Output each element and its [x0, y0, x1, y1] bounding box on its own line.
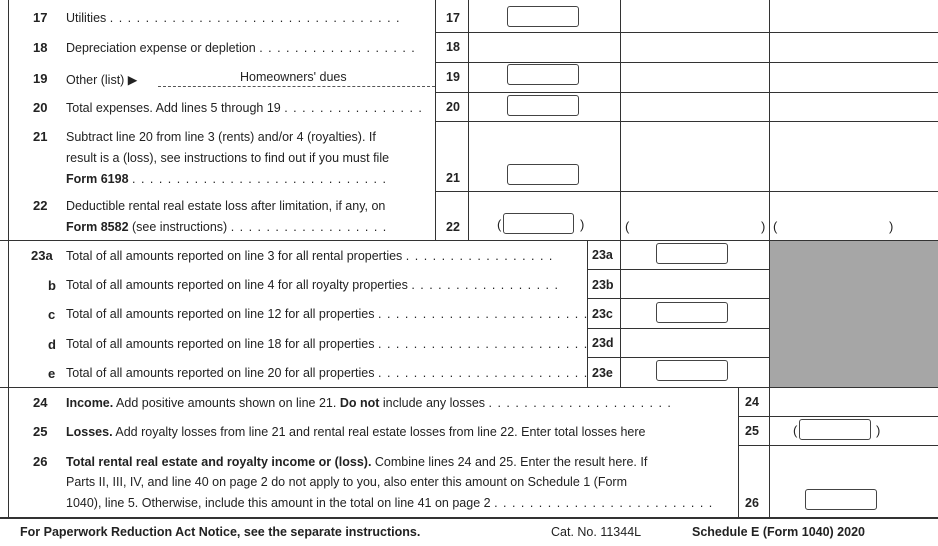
line-26-number: 26 — [33, 454, 48, 469]
line-20-label: Total expenses. Add lines 5 through 19 . . . . . . . . . . . . . . . . — [66, 101, 423, 115]
line-22-number: 22 — [33, 198, 48, 213]
line-24-box-label: 24 — [745, 395, 759, 409]
line-23e-box-label: 23e — [592, 366, 613, 380]
col-divider-23-b — [620, 240, 621, 387]
line-22-text-2: Form 8582 (see instructions) . . . . . . . . . . . . . . . . . . — [66, 220, 388, 234]
line-17-label: Utilities . . . . . . . . . . . . . . . . . . . . . . . . . . . . . . . . . — [66, 11, 401, 25]
line-19-box-label: 19 — [446, 70, 460, 84]
line-23c-input[interactable] — [656, 302, 728, 323]
line-23a-box-label: 23a — [592, 248, 613, 262]
line-21-box-label: 21 — [446, 171, 460, 185]
line-18-number: 18 — [33, 40, 48, 55]
line-19-label: Other (list) ▶ — [66, 73, 138, 87]
col-divider-1 — [435, 0, 436, 240]
line-19-other-value[interactable]: Homeowners' dues — [240, 70, 347, 84]
row-line — [587, 357, 770, 358]
line-23a-number: 23a — [31, 248, 53, 263]
col-divider-4 — [769, 0, 770, 240]
row-line — [587, 269, 770, 270]
line-25-box-label: 25 — [745, 424, 759, 438]
line-22-paren-open-3: ( — [773, 219, 778, 234]
line-21-text-2: result is a (loss), see instructions to find out if you must file — [66, 151, 390, 165]
line-23c-box-label: 23c — [592, 307, 613, 321]
line-24-label: Income. Add positive amounts shown on line 21. Do not include any losses . . . . . . . . . . . . . . . . . . . . . — [66, 396, 672, 410]
line-23b-box-label: 23b — [592, 278, 614, 292]
line-19-number: 19 — [33, 71, 48, 86]
line-20-input[interactable] — [507, 95, 579, 116]
line-21-text-3: Form 6198 . . . . . . . . . . . . . . . . . . . . . . . . . . . . . — [66, 172, 387, 186]
line-23d-box-label: 23d — [592, 336, 614, 350]
col-divider-3 — [620, 0, 621, 240]
line-25-paren-close: ) — [876, 423, 881, 438]
line-22-paren-close-3: ) — [889, 219, 894, 234]
col-divider-24-a — [738, 387, 739, 517]
footer-notice: For Paperwork Reduction Act Notice, see the separate instructions. — [20, 525, 421, 539]
row-line — [0, 387, 938, 388]
line-26-input[interactable] — [805, 489, 877, 510]
line-23b-label: Total of all amounts reported on line 4 for all royalty properties . . . . . . . . . . . . . . . . . — [66, 278, 559, 292]
col-divider-24-b — [769, 387, 770, 517]
col-divider-2 — [468, 0, 469, 240]
line-20-box-label: 20 — [446, 100, 460, 114]
left-border — [8, 0, 9, 517]
line-21-text-1: Subtract line 20 from line 3 (rents) and/or 4 (royalties). If — [66, 130, 376, 144]
line-22-paren-close-2: ) — [761, 219, 766, 234]
row-line — [738, 445, 938, 446]
line-23b-number: b — [48, 278, 56, 293]
row-line — [587, 298, 770, 299]
row-line — [435, 32, 938, 33]
line-26-text-2: Parts II, III, IV, and line 40 on page 2 do not apply to you, also enter this amount on Schedule 1 (Form — [66, 475, 627, 489]
line-17-box-label: 17 — [446, 11, 460, 25]
line-23c-label: Total of all amounts reported on line 12 for all properties . . . . . . . . . . . . . . . . . . . . . . . . — [66, 307, 589, 321]
line-23e-input[interactable] — [656, 360, 728, 381]
line-18-label: Depreciation expense or depletion . . . . . . . . . . . . . . . . . . — [66, 41, 416, 55]
line-18-box-label: 18 — [446, 40, 460, 54]
line-22-paren-close-1: ) — [580, 217, 585, 232]
line-22-paren-open-1: ( — [497, 217, 502, 232]
row-line — [587, 328, 770, 329]
line-26-text-3: 1040), line 5. Otherwise, include this amount in the total on line 41 on page 2 . . . . . . . . . . . . . . . . . . . . . . . . . — [66, 496, 714, 510]
line-19-dashed-line — [158, 86, 435, 87]
line-26-text-1: Total rental real estate and royalty income or (loss). Combine lines 24 and 25. Enter the result here. If — [66, 455, 648, 469]
footer-rule — [0, 517, 938, 519]
line-26-box-label: 26 — [745, 496, 759, 510]
line-23d-label: Total of all amounts reported on line 18 for all properties . . . . . . . . . . . . . . . . . . . . . . . . — [66, 337, 589, 351]
line-21-input[interactable] — [507, 164, 579, 185]
line-22-paren-open-2: ( — [625, 219, 630, 234]
footer-form-name: Schedule E (Form 1040) 2020 — [692, 525, 865, 539]
row-line — [738, 416, 938, 417]
line-25-number: 25 — [33, 424, 48, 439]
line-23a-label: Total of all amounts reported on line 3 for all rental properties . . . . . . . . . . . . . . . . . — [66, 249, 554, 263]
line-23e-number: e — [48, 366, 56, 381]
line-22-text-1: Deductible rental real estate loss after limitation, if any, on — [66, 199, 386, 213]
line-25-label: Losses. Add royalty losses from line 21 and rental real estate losses from line 22. Enter total losses here — [66, 425, 646, 439]
line-25-paren-open: ( — [793, 423, 798, 438]
line-22-input[interactable] — [503, 213, 574, 234]
line-24-number: 24 — [33, 395, 48, 410]
shaded-area — [770, 241, 938, 387]
line-19-input[interactable] — [507, 64, 579, 85]
line-23d-number: d — [48, 337, 56, 352]
row-line — [435, 92, 938, 93]
line-22-box-label: 22 — [446, 220, 460, 234]
line-23c-number: c — [48, 307, 56, 322]
footer-cat-no: Cat. No. 11344L — [551, 525, 642, 539]
line-21-number: 21 — [33, 129, 48, 144]
line-20-number: 20 — [33, 100, 48, 115]
line-23a-input[interactable] — [656, 243, 728, 264]
line-17-number: 17 — [33, 10, 48, 25]
line-17-input[interactable] — [507, 6, 579, 27]
row-line — [435, 62, 938, 63]
row-line — [435, 191, 938, 192]
line-23e-label: Total of all amounts reported on line 20 for all properties . . . . . . . . . . . . . . . . . . . . . . . . — [66, 366, 589, 380]
row-line — [435, 121, 938, 122]
line-25-input[interactable] — [799, 419, 871, 440]
